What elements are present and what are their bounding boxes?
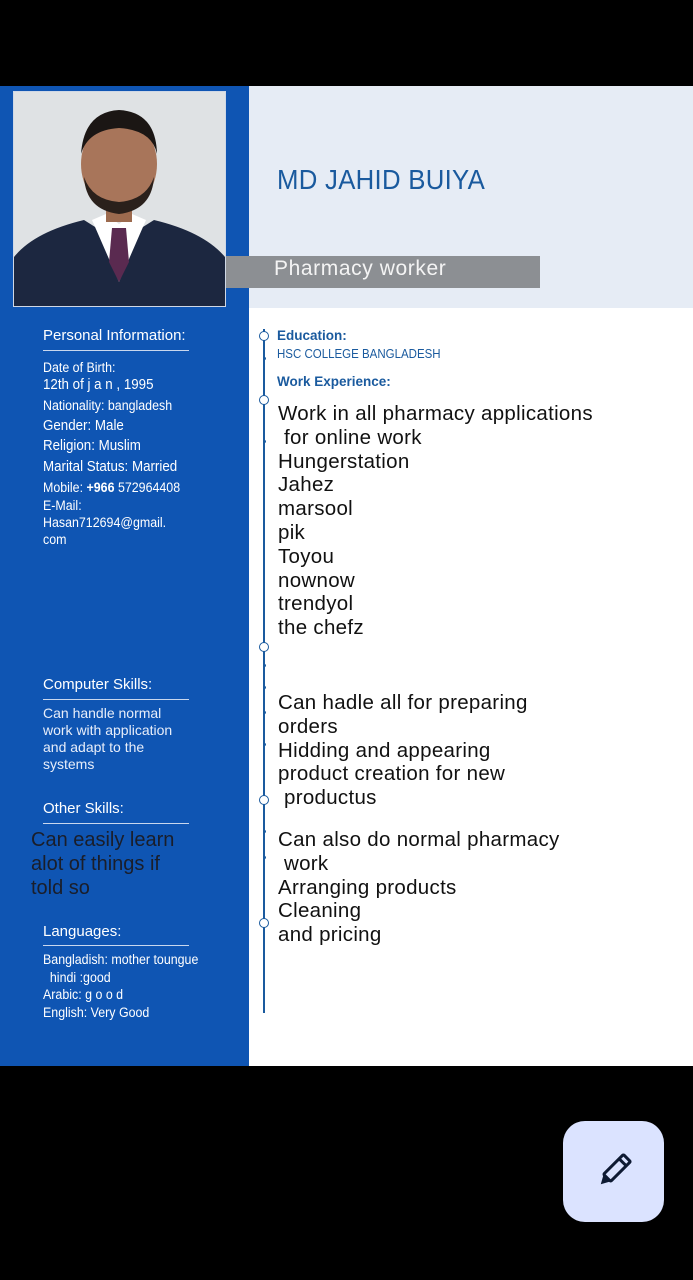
religion: Religion: Muslim (43, 438, 141, 454)
profile-photo (13, 91, 226, 307)
computer-skills-heading: Computer Skills: (43, 676, 153, 693)
timeline-tick (263, 440, 266, 443)
other-skills-text: Can easily learn alot of things if told so (31, 829, 175, 899)
timeline-tick (263, 830, 266, 833)
timeline-node (259, 918, 269, 928)
timeline-tick (263, 743, 266, 746)
divider (43, 350, 189, 351)
mobile-number: 572964408 (114, 480, 181, 495)
email-label: E-Mail: (43, 498, 82, 513)
education-label: Education: (277, 328, 347, 343)
gender: Gender: Male (43, 418, 124, 434)
sidebar (0, 86, 249, 1066)
education-value: HSC COLLEGE BANGLADESH (277, 347, 441, 361)
nationality: Nationality: bangladesh (43, 398, 173, 413)
pencil-icon (563, 1121, 664, 1222)
dob-label: Date of Birth: (43, 360, 116, 375)
dob-value: 12th of j a n , 1995 (43, 377, 154, 393)
work-block-pharmacy: Can also do normal pharmacy work Arranging products Cleaning and pricing (278, 828, 560, 947)
mobile (43, 478, 180, 498)
job-title: Pharmacy worker (274, 257, 447, 280)
timeline-node (259, 331, 269, 341)
languages-heading: Languages: (43, 923, 122, 940)
work-experience-label: Work Experience: (277, 374, 391, 389)
timeline-tick (263, 856, 266, 859)
other-skills-heading: Other Skills: (43, 800, 124, 817)
work-block-orders: Can hadle all for preparing orders Hidding and appearing product creation for new productus (278, 691, 528, 810)
candidate-name: MD JAHID BUIYA (277, 164, 486, 195)
resume-document (0, 86, 693, 1066)
timeline-tick (263, 357, 266, 360)
mobile-label: Mobile: (43, 480, 87, 495)
language-line: Arabic: g o o d (43, 987, 124, 1002)
email-line-1: Hasan712694@gmail. (43, 515, 167, 530)
mobile-code: +966 (86, 480, 115, 495)
timeline-tick (263, 664, 266, 667)
timeline-line (263, 329, 265, 1013)
divider (43, 945, 189, 946)
divider (43, 699, 189, 700)
edit-fab-button[interactable] (563, 1121, 664, 1222)
language-line: English: Very Good (43, 1005, 150, 1020)
timeline-tick (263, 711, 266, 714)
timeline-node (259, 395, 269, 405)
work-block-apps: Work in all pharmacy applications for online work Hungerstation Jahez marsool pik Toyou nownow trendyol the chefz (278, 402, 593, 640)
timeline-node (259, 642, 269, 652)
timeline-node (259, 795, 269, 805)
personal-info-heading: Personal Information: (43, 327, 186, 344)
email-line-2: com (43, 532, 67, 547)
divider (43, 823, 189, 824)
language-line: hindi :good (43, 970, 111, 985)
computer-skills-text: Can handle normal work with application and adapt to the systems (43, 705, 173, 772)
timeline-tick (263, 686, 266, 689)
language-line: Bangladish: mother toungue (43, 952, 199, 967)
marital-status: Marital Status: Married (43, 459, 178, 475)
